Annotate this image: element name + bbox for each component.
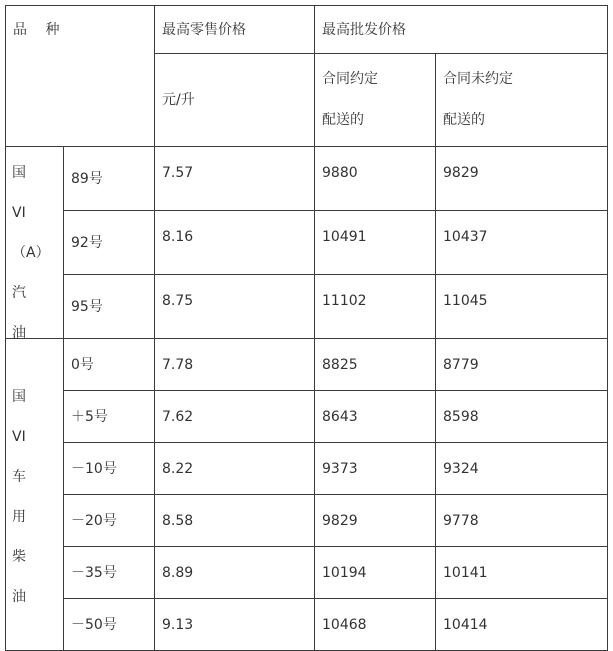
retail-value: 8.16 xyxy=(162,229,194,245)
category-char: VI xyxy=(12,429,26,445)
uncontracted-value: 11045 xyxy=(443,293,488,309)
uncontracted-value: 10141 xyxy=(443,565,488,581)
wholesale-price-title: 最高批发价格 xyxy=(322,22,406,38)
contracted-cell xyxy=(315,339,436,391)
category-char: VI xyxy=(12,205,26,221)
grade-label: －50号 xyxy=(71,617,117,633)
category-char: 油 xyxy=(12,325,26,341)
retail-value: 7.62 xyxy=(162,409,194,425)
retail-value: 8.89 xyxy=(162,565,194,581)
uncontracted-cell xyxy=(436,211,608,275)
uncontracted-label-line2: 配送的 xyxy=(443,112,485,128)
contracted-value: 9829 xyxy=(322,513,358,529)
contracted-value: 11102 xyxy=(322,293,367,309)
retail-value: 7.78 xyxy=(162,357,194,373)
contracted-label-line1: 合同约定 xyxy=(322,71,378,87)
uncontracted-header-cell xyxy=(436,54,608,147)
retail-cell xyxy=(155,211,315,275)
grade-label: 95号 xyxy=(71,299,103,315)
grade-label: －20号 xyxy=(71,513,117,529)
retail-cell xyxy=(155,547,315,599)
unit-cell xyxy=(155,54,315,147)
uncontracted-value: 10414 xyxy=(443,617,488,633)
category-char: （A） xyxy=(12,245,50,261)
uncontracted-cell xyxy=(436,547,608,599)
diesel-category-label xyxy=(12,387,58,627)
uncontracted-value: 9324 xyxy=(443,461,479,477)
contracted-value: 8825 xyxy=(322,357,358,373)
variety-label: 品 种 xyxy=(13,22,60,38)
grade-cell xyxy=(64,547,155,599)
uncontracted-value: 10437 xyxy=(443,229,488,245)
retail-cell xyxy=(155,599,315,651)
grade-cell xyxy=(64,147,155,211)
grade-cell xyxy=(64,339,155,391)
contracted-value: 9373 xyxy=(322,461,358,477)
contracted-cell xyxy=(315,495,436,547)
table-row xyxy=(6,547,608,599)
grade-cell xyxy=(64,599,155,651)
table-row xyxy=(6,495,608,547)
grade-cell xyxy=(64,391,155,443)
contracted-cell xyxy=(315,147,436,211)
retail-value: 8.75 xyxy=(162,293,194,309)
retail-cell xyxy=(155,391,315,443)
gasoline-category-label xyxy=(12,163,58,363)
fuel-price-table xyxy=(5,5,608,651)
uncontracted-cell xyxy=(436,339,608,391)
table-row xyxy=(6,391,608,443)
grade-cell xyxy=(64,443,155,495)
contracted-cell xyxy=(315,443,436,495)
category-char: 国 xyxy=(12,389,26,405)
contracted-cell xyxy=(315,391,436,443)
uncontracted-cell xyxy=(436,495,608,547)
uncontracted-cell xyxy=(436,147,608,211)
uncontracted-cell xyxy=(436,275,608,339)
uncontracted-value: 9829 xyxy=(443,165,479,181)
gasoline-category-cell xyxy=(6,147,64,339)
retail-cell xyxy=(155,443,315,495)
uncontracted-value: 8598 xyxy=(443,409,479,425)
retail-value: 9.13 xyxy=(162,617,194,633)
category-char: 柴 xyxy=(12,549,26,565)
diesel-category-cell xyxy=(6,339,64,651)
retail-value: 8.22 xyxy=(162,461,194,477)
unit-label: 元/升 xyxy=(162,92,195,108)
category-char: 汽 xyxy=(12,285,26,301)
contracted-cell xyxy=(315,275,436,339)
table-row xyxy=(6,443,608,495)
grade-cell xyxy=(64,211,155,275)
table-row xyxy=(6,147,608,211)
category-char: 油 xyxy=(12,589,26,605)
grade-label: －35号 xyxy=(71,565,117,581)
retail-price-title: 最高零售价格 xyxy=(162,22,246,38)
retail-cell xyxy=(155,495,315,547)
header-row-1 xyxy=(6,6,608,54)
retail-cell xyxy=(155,339,315,391)
wholesale-title-cell xyxy=(315,6,608,54)
table-row xyxy=(6,599,608,651)
table-row xyxy=(6,275,608,339)
contracted-label-line2: 配送的 xyxy=(322,112,364,128)
retail-value: 8.58 xyxy=(162,513,194,529)
contracted-value: 10468 xyxy=(322,617,367,633)
grade-label: 89号 xyxy=(71,171,103,187)
retail-title-cell xyxy=(155,6,315,54)
grade-cell xyxy=(64,495,155,547)
contracted-value: 8643 xyxy=(322,409,358,425)
table-row xyxy=(6,211,608,275)
retail-value: 7.57 xyxy=(162,165,194,181)
contracted-value: 10194 xyxy=(322,565,367,581)
category-char: 用 xyxy=(12,509,26,525)
grade-label: －10号 xyxy=(71,461,117,477)
category-char: 国 xyxy=(12,165,26,181)
retail-cell xyxy=(155,275,315,339)
contracted-cell xyxy=(315,599,436,651)
grade-cell xyxy=(64,275,155,339)
uncontracted-value: 8779 xyxy=(443,357,479,373)
table-row xyxy=(6,339,608,391)
category-char: 车 xyxy=(12,469,26,485)
contracted-cell xyxy=(315,211,436,275)
uncontracted-label-line1: 合同未约定 xyxy=(443,71,513,87)
grade-label: 92号 xyxy=(71,235,103,251)
retail-cell xyxy=(155,147,315,211)
contracted-value: 9880 xyxy=(322,165,358,181)
grade-label: ＋5号 xyxy=(71,409,108,425)
uncontracted-cell xyxy=(436,391,608,443)
contracted-header-cell xyxy=(315,54,436,147)
contracted-value: 10491 xyxy=(322,229,367,245)
contracted-cell xyxy=(315,547,436,599)
uncontracted-value: 9778 xyxy=(443,513,479,529)
variety-header-cell xyxy=(6,6,155,147)
uncontracted-cell xyxy=(436,443,608,495)
uncontracted-cell xyxy=(436,599,608,651)
grade-label: 0号 xyxy=(71,357,94,373)
